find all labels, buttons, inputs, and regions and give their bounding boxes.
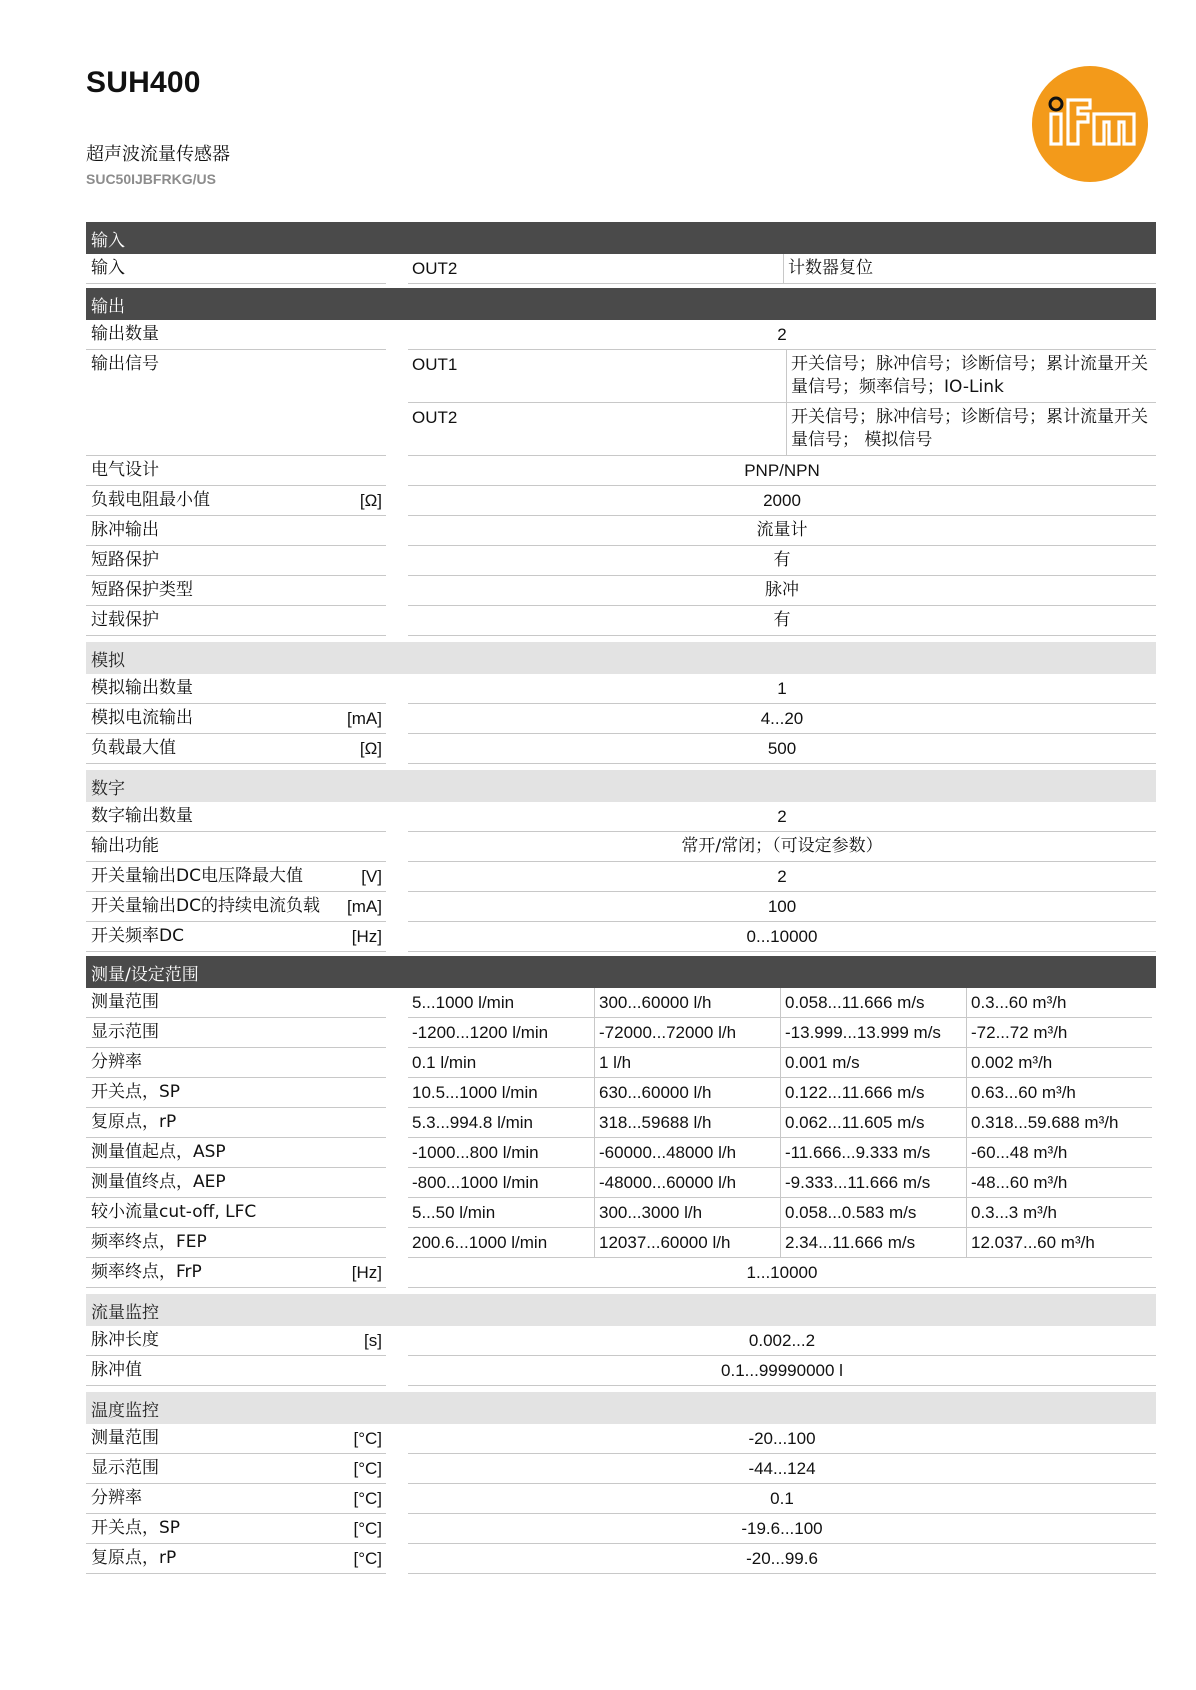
product-code: SUC50IJBFRKG/US (86, 171, 216, 187)
range-cell: 630...60000 l/h (594, 1078, 780, 1108)
range-cell: 0.058...11.666 m/s (780, 988, 966, 1018)
signal-key: OUT2 (412, 408, 458, 427)
row-label: 分辨率 [°C] (86, 1484, 386, 1514)
row-value: 脉冲 (408, 576, 1156, 606)
range-cell: 0.3...3 m³/h (966, 1198, 1152, 1228)
range-cell: -11.666...9.333 m/s (780, 1138, 966, 1168)
row-label: 负载电阻最小值 [Ω] (86, 486, 386, 516)
range-cell: 0.1 l/min (408, 1048, 594, 1078)
range-cell: -9.333...11.666 m/s (780, 1168, 966, 1198)
row-label: 测量值终点，AEP (86, 1168, 386, 1198)
row-label: 电气设计 (86, 456, 386, 486)
row-value: 流量计 (408, 516, 1156, 546)
table-row (86, 922, 1156, 952)
table-row (86, 1228, 1156, 1258)
product-subtitle: 超声波流量传感器 (86, 144, 230, 165)
table-row (86, 1018, 1156, 1048)
row-value: 500 (408, 734, 1156, 764)
row-value: 2 (408, 802, 1156, 832)
range-cell: -1000...800 l/min (408, 1138, 594, 1168)
row-label: 输出数量 (86, 320, 386, 350)
range-cell: -48000...60000 l/h (594, 1168, 780, 1198)
range-cell: 12.037...60 m³/h (966, 1228, 1152, 1258)
row-unit: [mA] (347, 897, 382, 916)
table-row (86, 892, 1156, 922)
row-label: 复原点，rP [°C] (86, 1544, 386, 1574)
section-measure-header: 测量/设定范围 (86, 956, 1156, 988)
row-label: 复原点，rP (86, 1108, 386, 1138)
row-label: 频率终点，FrP [Hz] (86, 1258, 386, 1288)
row-unit: [°C] (353, 1549, 382, 1568)
row-label: 脉冲输出 (86, 516, 386, 546)
section-analog-header: 模拟 (86, 642, 1156, 674)
row-label: 测量范围 [°C] (86, 1424, 386, 1454)
table-row (86, 1108, 1156, 1138)
row-label: 短路保护类型 (86, 576, 386, 606)
row-label: 开关量输出DC的持续电流负载 [mA] (86, 892, 386, 922)
table-row (86, 802, 1156, 832)
section-temp-header: 温度监控 (86, 1392, 1156, 1424)
range-cell: 2.34...11.666 m/s (780, 1228, 966, 1258)
range-cell: -60...48 m³/h (966, 1138, 1152, 1168)
range-cell: 5...1000 l/min (408, 988, 594, 1018)
row-value: 计数器复位 (783, 254, 1156, 284)
row-value: 常开/常闭；（可设定参数） (408, 832, 1156, 862)
row-value: 0.1...99990000 l (408, 1356, 1156, 1386)
range-cell: 200.6...1000 l/min (408, 1228, 594, 1258)
row-unit: [Ω] (359, 491, 382, 510)
row-label: 输出功能 (86, 832, 386, 862)
table-row (86, 1454, 1156, 1484)
table-row (86, 456, 1156, 486)
row-label: 负载最大值 [Ω] (86, 734, 386, 764)
range-cell: -72000...72000 l/h (594, 1018, 780, 1048)
row-label: 开关频率DC [Hz] (86, 922, 386, 952)
row-value: PNP/NPN (408, 456, 1156, 486)
table-row (86, 1168, 1156, 1198)
row-value: -20...99.6 (408, 1544, 1156, 1574)
range-cell: 5...50 l/min (408, 1198, 594, 1228)
row-label: 脉冲值 (86, 1356, 386, 1386)
table-row (86, 734, 1156, 764)
row-value: 1...10000 (408, 1258, 1156, 1288)
row-unit: [°C] (353, 1459, 382, 1478)
table-row (86, 1484, 1156, 1514)
range-cell: -1200...1200 l/min (408, 1018, 594, 1048)
table-row (86, 606, 1156, 636)
table-row (86, 1544, 1156, 1574)
table-row (86, 704, 1156, 734)
range-cell: 0.001 m/s (780, 1048, 966, 1078)
row-value: 0.1 (408, 1484, 1156, 1514)
signal-subrow (408, 350, 1156, 403)
datasheet-table (86, 220, 1156, 1574)
range-cell: 1 l/h (594, 1048, 780, 1078)
range-cell: -72...72 m³/h (966, 1018, 1152, 1048)
row-value: 2 (408, 320, 1156, 350)
section-flow-header: 流量监控 (86, 1294, 1156, 1326)
signal-key: OUT1 (412, 355, 458, 374)
row-unit: [Hz] (351, 927, 382, 946)
row-unit: [°C] (353, 1519, 382, 1538)
table-row (86, 988, 1156, 1018)
range-cell: 0.318...59.688 m³/h (966, 1108, 1152, 1138)
row-label: 数字输出数量 (86, 802, 386, 832)
range-cell: 318...59688 l/h (594, 1108, 780, 1138)
table-row (86, 832, 1156, 862)
row-label: 模拟输出数量 (86, 674, 386, 704)
table-row (86, 516, 1156, 546)
range-cell: 0.122...11.666 m/s (780, 1078, 966, 1108)
range-cell: 0.3...60 m³/h (966, 988, 1152, 1018)
table-row (86, 1258, 1156, 1288)
section-input-header: 输入 (86, 222, 1156, 254)
row-value: 2000 (408, 486, 1156, 516)
product-title: SUH400 (86, 66, 201, 99)
row-value: -19.6...100 (408, 1514, 1156, 1544)
table-row (86, 1514, 1156, 1544)
row-value: 0.002...2 (408, 1326, 1156, 1356)
table-row (86, 254, 1156, 284)
row-unit: [mA] (347, 709, 382, 728)
range-cell: 0.63...60 m³/h (966, 1078, 1152, 1108)
table-row (86, 486, 1156, 516)
row-value: 有 (408, 546, 1156, 576)
row-label: 分辨率 (86, 1048, 386, 1078)
signal-value: 开关信号；脉冲信号；诊断信号；累计流量开关量信号； 模拟信号 (786, 403, 1156, 455)
range-cell: -800...1000 l/min (408, 1168, 594, 1198)
signal-subrow (408, 403, 1156, 456)
page-header (0, 0, 1196, 215)
row-label: 测量值起点，ASP (86, 1138, 386, 1168)
row-label: 较小流量cut-off, LFC (86, 1198, 386, 1228)
row-unit: [V] (361, 867, 382, 886)
table-row (86, 1048, 1156, 1078)
row-value: 0...10000 (408, 922, 1156, 952)
range-cell: 10.5...1000 l/min (408, 1078, 594, 1108)
row-value: 100 (408, 892, 1156, 922)
range-cell: -48...60 m³/h (966, 1168, 1152, 1198)
row-label: 短路保护 (86, 546, 386, 576)
row-value: -44...124 (408, 1454, 1156, 1484)
row-value: OUT2 (408, 254, 783, 284)
row-value: 1 (408, 674, 1156, 704)
row-label: 开关点，SP (86, 1078, 386, 1108)
table-row (86, 320, 1156, 350)
row-value: 2 (408, 862, 1156, 892)
row-label: 模拟电流输出 [mA] (86, 704, 386, 734)
table-row (86, 1424, 1156, 1454)
row-label: 显示范围 (86, 1018, 386, 1048)
range-cell: 12037...60000 l/h (594, 1228, 780, 1258)
row-label: 过载保护 (86, 606, 386, 636)
table-row (86, 1198, 1156, 1228)
table-row-output-signal (86, 350, 1156, 456)
range-cell: -60000...48000 l/h (594, 1138, 780, 1168)
table-row (86, 1356, 1156, 1386)
ifm-logo (1032, 66, 1148, 182)
row-label: 频率终点，FEP (86, 1228, 386, 1258)
table-row (86, 1078, 1156, 1108)
row-value: 4...20 (408, 704, 1156, 734)
row-unit: [Hz] (351, 1263, 382, 1282)
section-output-header: 输出 (86, 288, 1156, 320)
row-unit: [°C] (353, 1429, 382, 1448)
range-cell: 0.062...11.605 m/s (780, 1108, 966, 1138)
range-cell: 0.002 m³/h (966, 1048, 1152, 1078)
row-label: 开关点，SP [°C] (86, 1514, 386, 1544)
row-unit: [°C] (353, 1489, 382, 1508)
table-row (86, 862, 1156, 892)
range-cell: -13.999...13.999 m/s (780, 1018, 966, 1048)
row-label: 显示范围 [°C] (86, 1454, 386, 1484)
row-label: 开关量输出DC电压降最大值 [V] (86, 862, 386, 892)
row-unit: [s] (364, 1331, 382, 1350)
range-cell: 0.058...0.583 m/s (780, 1198, 966, 1228)
range-cell: 5.3...994.8 l/min (408, 1108, 594, 1138)
row-value: 有 (408, 606, 1156, 636)
row-unit: [Ω] (359, 739, 382, 758)
table-row (86, 1138, 1156, 1168)
table-row (86, 1326, 1156, 1356)
row-label: 输出信号 (86, 350, 386, 456)
table-row (86, 576, 1156, 606)
row-label: 输入 (86, 254, 386, 284)
table-row (86, 674, 1156, 704)
table-row (86, 546, 1156, 576)
signal-value: 开关信号；脉冲信号；诊断信号；累计流量开关量信号；频率信号；IO-Link (786, 350, 1156, 402)
range-cell: 300...3000 l/h (594, 1198, 780, 1228)
range-cell: 300...60000 l/h (594, 988, 780, 1018)
row-label: 脉冲长度 [s] (86, 1326, 386, 1356)
row-value: -20...100 (408, 1424, 1156, 1454)
section-digital-header: 数字 (86, 770, 1156, 802)
row-label: 测量范围 (86, 988, 386, 1018)
